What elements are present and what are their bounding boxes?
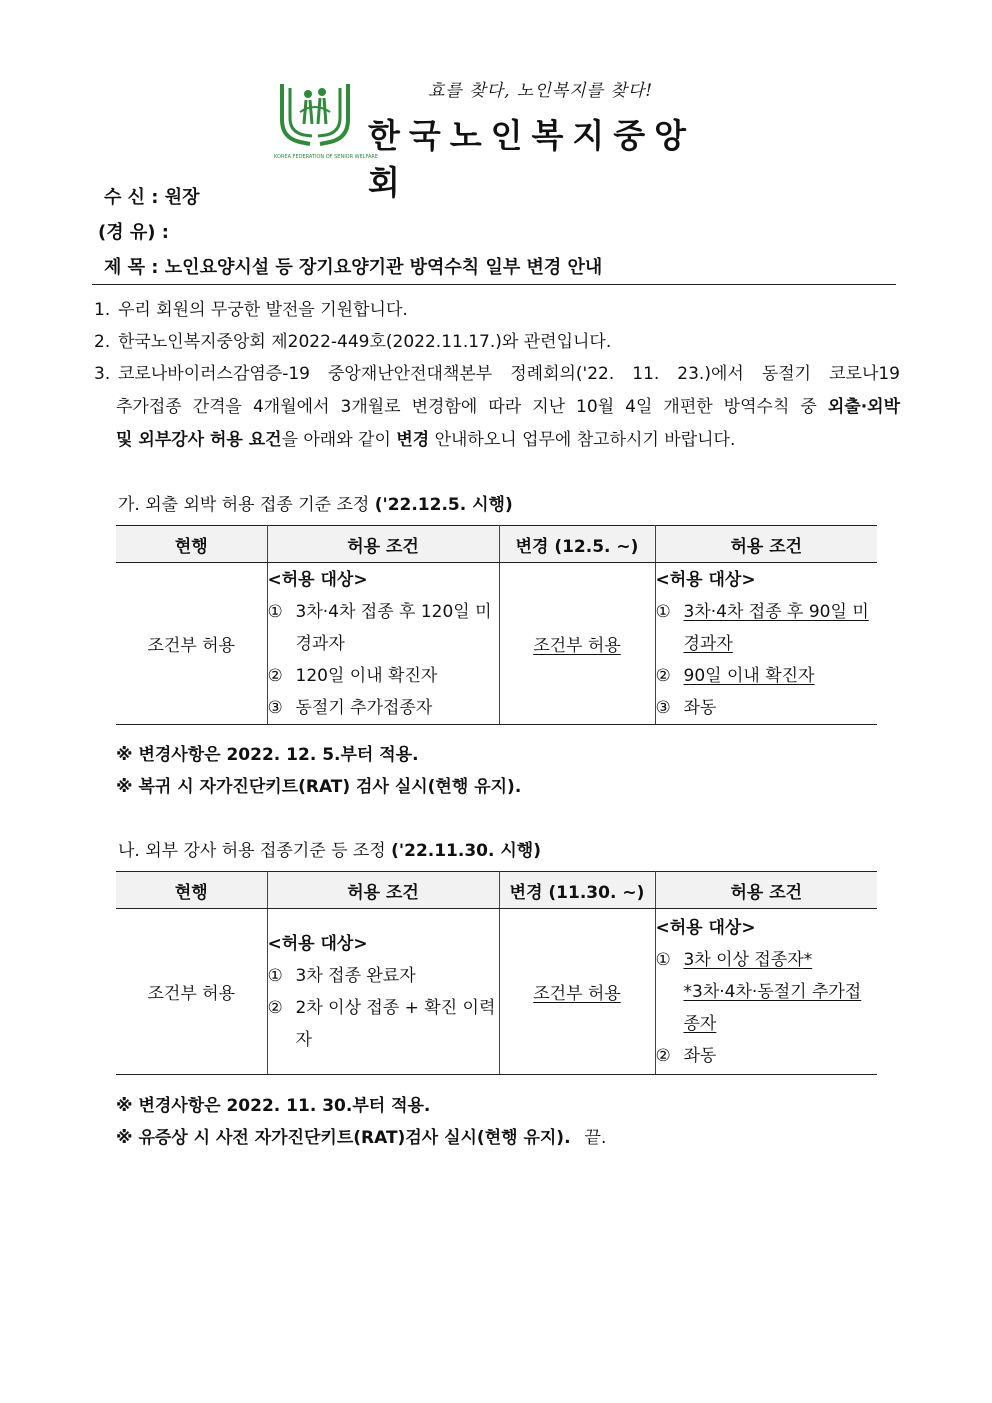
recipient-label: 수 신 : [104,187,159,208]
list-item: ② 2차 이상 접종 + 확진 이력자 [267,997,496,1050]
col-changed-cond: 허용 조건 [655,526,877,563]
letterhead [270,72,730,202]
section-a-table [116,525,877,725]
list-item: ② 90일 이내 확진자 [655,665,815,686]
recipient-value: 원장 [164,187,200,208]
current-status: 조건부 허용 [116,563,267,725]
end-mark: 끝. [584,1128,607,1148]
recipient-line [104,183,200,209]
list-item: ③ 좌동 [655,697,717,718]
via-line [98,218,169,244]
list-item: ① 3차 접종 완료자 [267,965,416,986]
col-current: 현행 [116,872,267,909]
org-name: 한국노인복지중앙회 [368,116,696,202]
list-item: ① 3차·4차 접종 후 90일 미경과자 [655,601,869,654]
logo-caption: KOREA FEDERATION OF SENIOR WELFARE [274,154,379,160]
subject-line [104,253,602,279]
paragraph-1: 1. 우리 회원의 무궁한 발전을 기원합니다. [94,300,408,320]
list-item: ② 좌동 [655,1045,717,1066]
section-a-note-2: ※ 복귀 시 자가진단키트(RAT) 검사 실시(현행 유지). [116,777,522,797]
table-row [116,563,877,725]
col-changed-cond: 허용 조건 [655,872,877,909]
col-changed: 변경 (12.5. ~) [499,526,655,563]
paragraph-3: 3. 코로나바이러스감염증-19 중앙재난안전대책본부 정례회의('22. 11. 23.)에서 동절기 코로나19 추가접종 간격을 4개월에서 3개월로 변경함에 따라 지난 10월 4일 개편한 방역수칙 중 외출·외박 및 외부강사 허용 요건을 아래와 같이 변경 안내하오니 업무에 참고하시기 바랍니다. [94,364,900,450]
paragraph-2: 2. 한국노인복지중앙회 제2022-449호(2022.11.17.)와 관련입니다. [94,332,612,352]
section-b-note-1: ※ 변경사항은 2022. 11. 30.부터 적용. [116,1096,431,1116]
list-item: ① 3차·4차 접종 후 120일 미경과자 [267,601,492,654]
section-b-note-2: ※ 유증상 시 사전 자가진단키트(RAT)검사 실시(현행 유지). 끝. [116,1128,607,1148]
table-header-row [116,872,877,909]
changed-status: 조건부 허용 [499,563,655,725]
col-current-cond: 허용 조건 [267,872,499,909]
header-divider [92,284,896,285]
current-conditions: <허용 대상> ① 3차·4차 접종 후 120일 미경과자 ② 120일 이내 확진자 ③ 동절기 추가접종자 [267,563,499,725]
section-b-table [116,871,877,1075]
changed-conditions: <허용 대상> ① 3차·4차 접종 후 90일 미경과자 ② 90일 이내 확진자 ③ 좌동 [655,563,877,725]
via-label: (경 유) : [98,222,169,243]
changed-status: 조건부 허용 [499,909,655,1075]
section-a-note-1: ※ 변경사항은 2022. 12. 5.부터 적용. [116,745,419,765]
table-header-row [116,526,877,563]
list-item: ② 120일 이내 확진자 [267,665,438,686]
changed-conditions: <허용 대상> ① 3차 이상 접종자* *3차·4차·동절기 추가접종자 ② 좌동 [655,909,877,1075]
subject-label: 제 목 : [104,257,159,278]
col-current-cond: 허용 조건 [267,526,499,563]
table-row [116,909,877,1075]
slogan: 효를 찾다, 노인복지를 찾다! [428,81,654,101]
list-item: ③ 동절기 추가접종자 [267,697,433,718]
subject-value: 노인요양시설 등 장기요양기관 방역수칙 일부 변경 안내 [164,257,603,278]
current-status: 조건부 허용 [116,909,267,1075]
org-logo-icon [270,72,379,162]
col-changed: 변경 (11.30. ~) [499,872,655,909]
section-a-title: 가. 외출 외박 허용 접종 기준 조정 ('22.12.5. 시행) [118,495,513,515]
list-item: ① 3차 이상 접종자* *3차·4차·동절기 추가접종자 [655,949,862,1034]
current-conditions: <허용 대상> ① 3차 접종 완료자 ② 2차 이상 접종 + 확진 이력자 [267,909,499,1075]
col-current: 현행 [116,526,267,563]
section-b-title: 나. 외부 강사 허용 접종기준 등 조정 ('22.11.30. 시행) [118,841,541,861]
